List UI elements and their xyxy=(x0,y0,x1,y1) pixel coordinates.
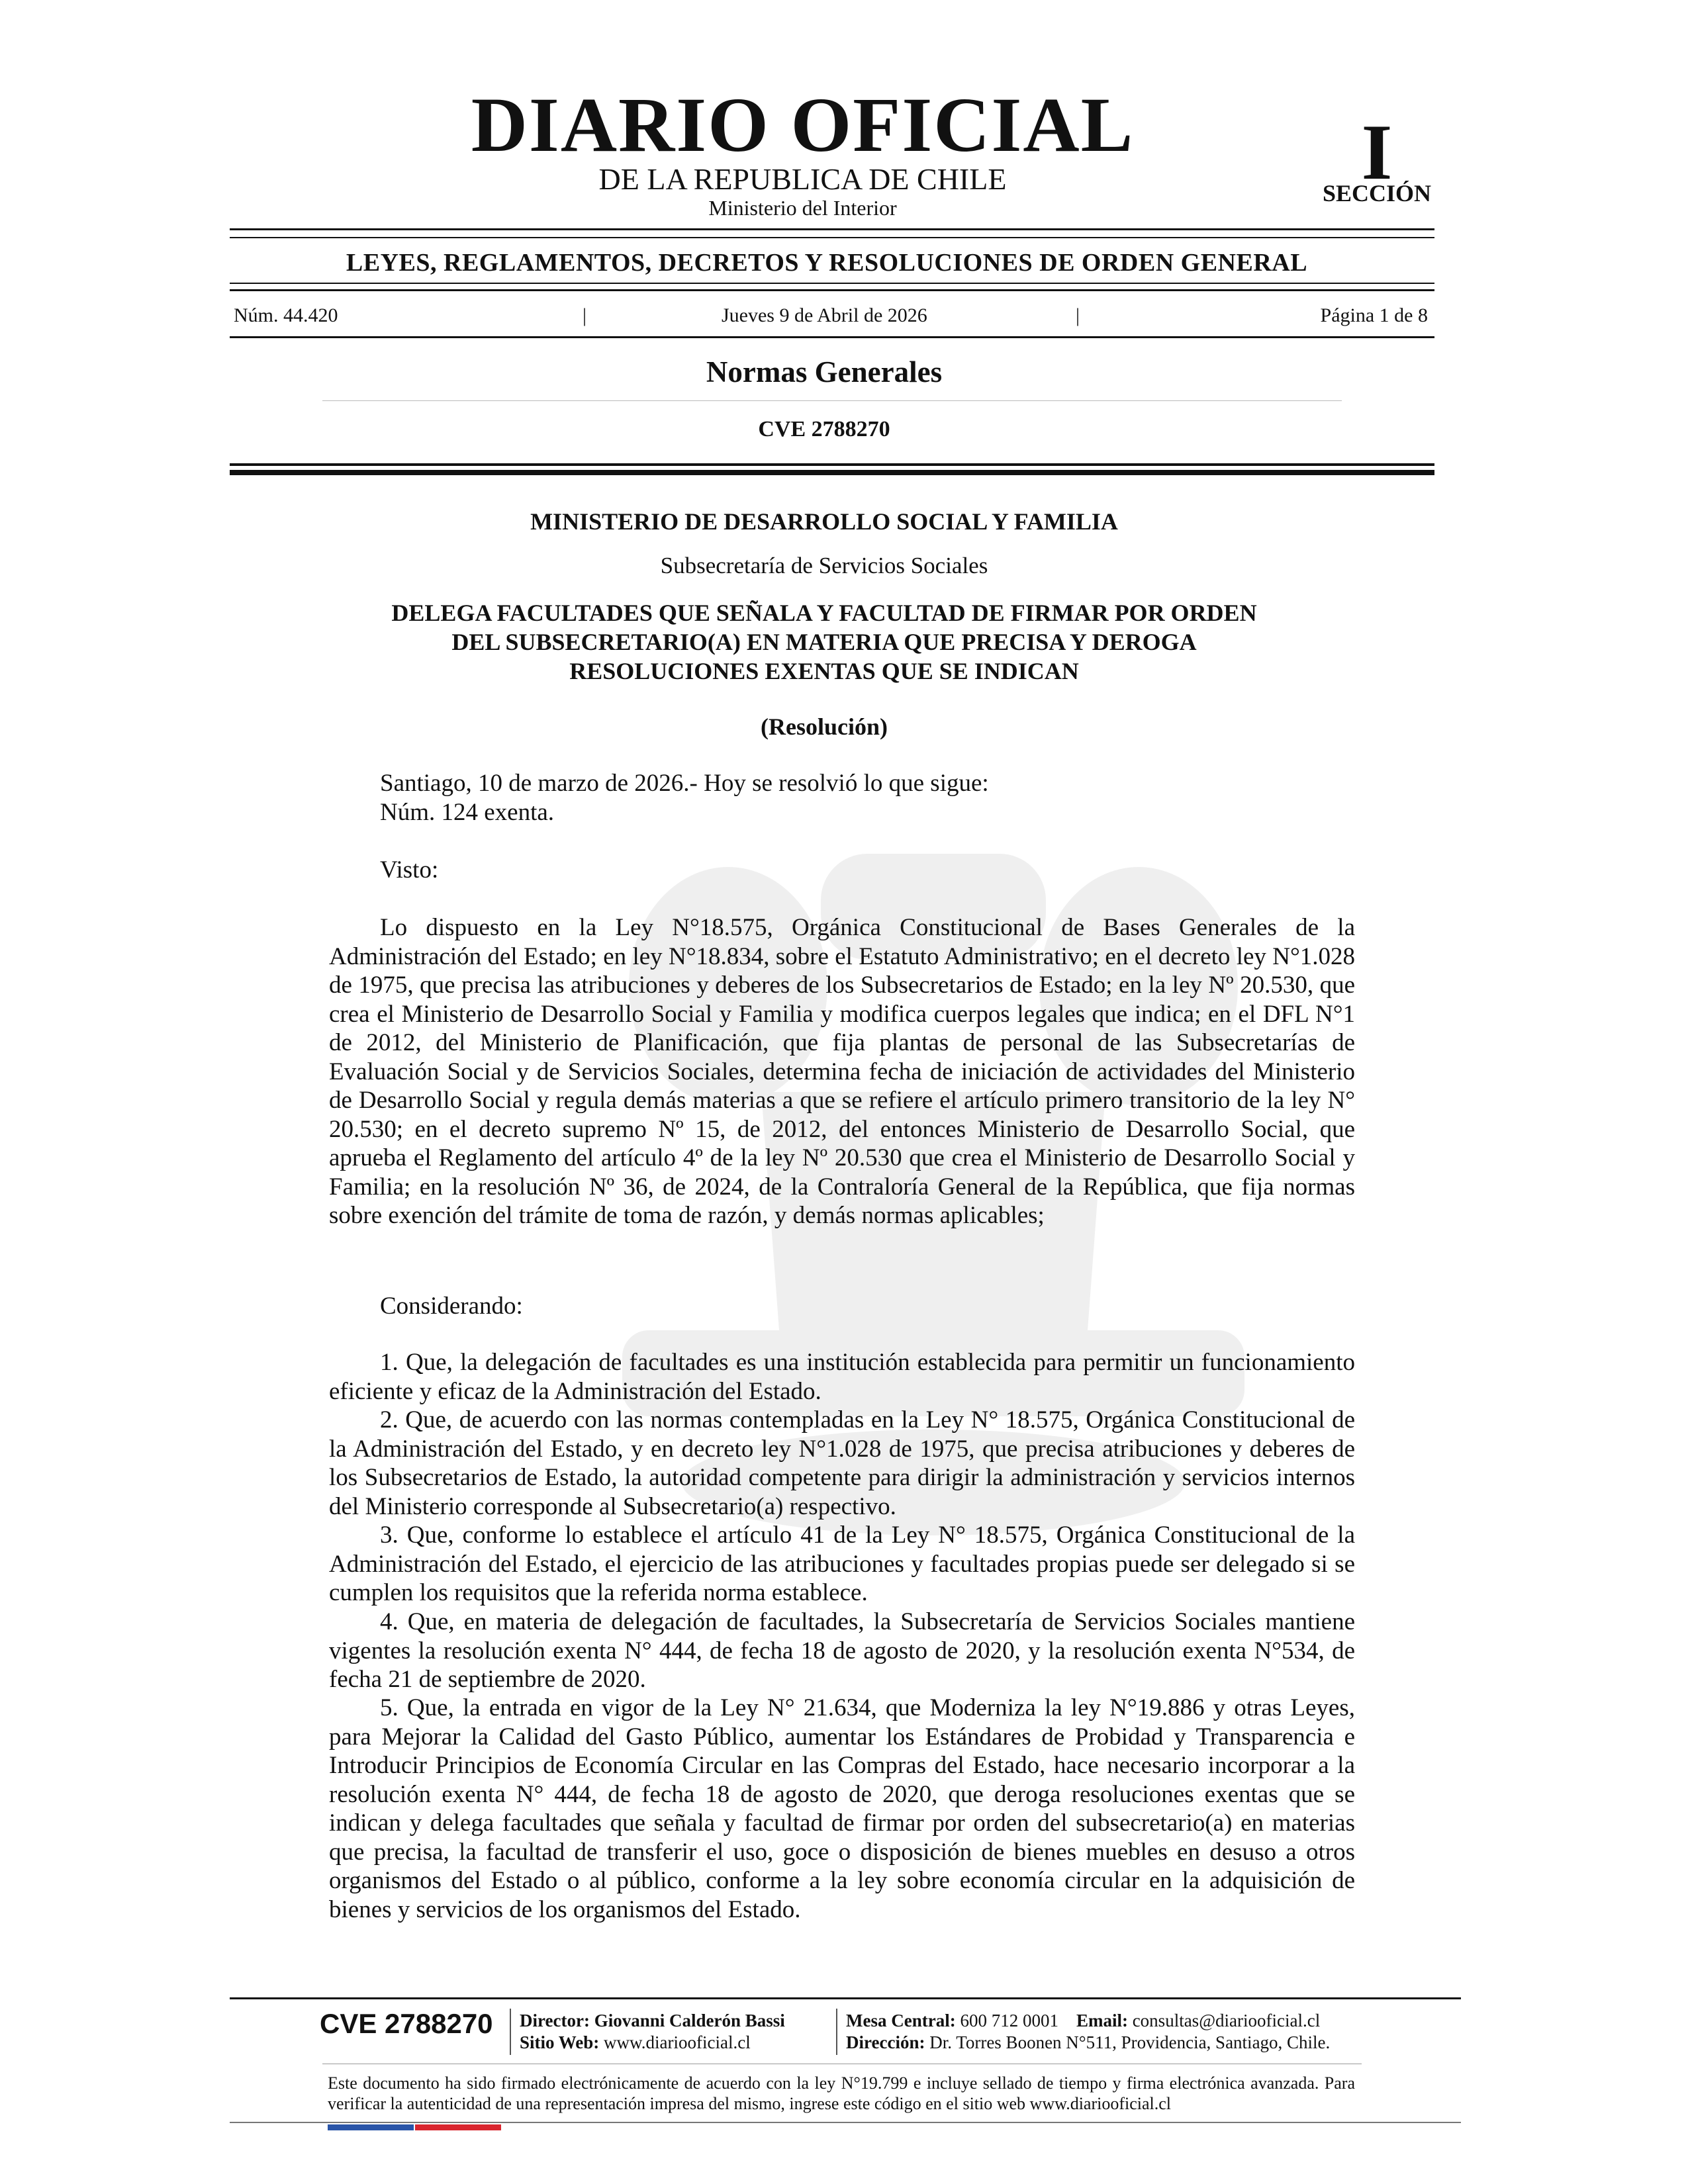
rule-meta xyxy=(230,336,1434,338)
document-title-line: DEL SUBSECRETARIO(A) EN MATERIA QUE PRECISA Y DEROGA xyxy=(451,628,1197,655)
footer-rule-top xyxy=(230,1997,1461,1999)
meta-separator: | xyxy=(1076,304,1080,326)
meta-separator: | xyxy=(583,304,587,326)
rule-thick-1 xyxy=(230,463,1434,466)
footer-rule-bottom xyxy=(230,2122,1461,2123)
website-label: Sitio Web: xyxy=(520,2032,600,2052)
masthead-subtitle: DE LA REPUBLICA DE CHILE xyxy=(598,162,1007,196)
considerando-item: 3. Que, conforme lo establece el artículo 41 de la Ley N° 18.575, Orgánica Constitucional de la Administración del Estado, el ejercicio de las atribuciones y facultades propias puede ser delegado si se cumplen los requisitos que la referida norma establece. xyxy=(329,1522,1355,1606)
section-numeral: I xyxy=(1361,108,1393,196)
resolution-number: Núm. 124 exenta. xyxy=(380,799,555,826)
email-label: Email: xyxy=(1076,2011,1128,2030)
visto-paragraph: Lo dispuesto en la Ley N°18.575, Orgánica Constitucional de Bases Generales de la Administración del Estado; en ley N°18.834, sobre el Estatuto Administrativo; en el decreto ley N°1.028 de 1975, que precisa las atribuciones y deberes de los Subsecretarios de Estado; en la ley Nº 20.530, que crea el Ministerio de Desarrollo Social y Familia y modifica cuerpos legales que indica; en el DFL N°1 de 2012, del Ministerio de Planificación, que fija plantas de personal de las Subsecretarías de Evaluación Social y de Servicios Sociales, determina fecha de iniciación de actividades del Ministerio de Desarrollo Social y regula demás materias a que se refiere el artículo primero transitorio de la ley N° 20.530; en el decreto supremo Nº 15, de 2012, del entonces Ministerio de Desarrollo Social, que aprueba el Reglamento del artículo 4º de la ley Nº 20.530 que crea el Ministerio de Desarrollo Social y Familia; en la resolución Nº 36, de 2024, de la Contraloría General de la República, que fija normas sobre exención del trámite de toma de razón, y demás normas aplicables; xyxy=(329,914,1355,1229)
ministry-title: MINISTERIO DE DESARROLLO SOCIAL Y FAMILIA xyxy=(530,508,1118,535)
issue-number: Núm. 44.420 xyxy=(234,304,338,326)
document-type: (Resolución) xyxy=(761,713,888,740)
masthead-title: DIARIO OFICIAL xyxy=(471,81,1135,168)
footer-divider xyxy=(510,2009,511,2055)
section-label: SECCIÓN xyxy=(1322,180,1432,206)
phone-value: 600 712 0001 xyxy=(960,2011,1058,2030)
subsecretaria: Subsecretaría de Servicios Sociales xyxy=(660,553,988,578)
considerando-item: 5. Que, la entrada en vigor de la Ley N° 21.634, que Moderniza la ley N°19.886 y otras Leyes, para Mejorar la Calidad del Gasto Público, aumentar los Estándares de Probidad y Transparencia e Introducir Principios de Economía Circular en las Compras del Estado, hace necesario incorporar a la resolución exenta N° 444, de fecha 18 de agosto de 2020, que deroga resoluciones exentas que se indican y delega facultades que señala y facultad de firmar por orden del subsecretario(a) en materias que precisa, la facultad de transferir el uso, goce o disposición de bienes muebles en desuso a otros organismos del Estado o al público, conforme a la ley sobre economía circular en la adquisición de bienes y servicios de los organismos del Estado. xyxy=(329,1694,1355,1923)
considerando-heading: Considerando: xyxy=(380,1293,523,1320)
footer-divider xyxy=(836,2009,837,2055)
page-indicator: Página 1 de 8 xyxy=(1320,304,1428,326)
section-heading: Normas Generales xyxy=(706,355,943,388)
rule-mid-1 xyxy=(230,283,1434,284)
flag-stripe-red xyxy=(415,2124,501,2130)
rule-mid-2 xyxy=(230,289,1434,291)
website-link[interactable]: www.diariooficial.cl xyxy=(604,2032,751,2052)
director-label: Director: xyxy=(520,2011,590,2030)
footer-contact-block xyxy=(846,2010,1330,2054)
rule-top-2 xyxy=(230,237,1434,238)
issue-date: Jueves 9 de Abril de 2026 xyxy=(722,304,927,326)
category-heading: LEYES, REGLAMENTOS, DECRETOS Y RESOLUCIONES DE ORDEN GENERAL xyxy=(346,249,1308,277)
masthead-ministry: Ministerio del Interior xyxy=(708,196,897,220)
considerando-item: 4. Que, en materia de delegación de facultades, la Subsecretaría de Servicios Sociales mantiene vigentes la resolución exenta N° 444, de fecha 18 de agosto de 2020, y la resolución exenta N°534, de fecha 21 de septiembre de 2020. xyxy=(329,1608,1355,1693)
address-value: Dr. Torres Boonen N°511, Providencia, Santiago, Chile. xyxy=(929,2032,1331,2052)
cve-heading: CVE 2788270 xyxy=(758,417,890,441)
intro-line: Santiago, 10 de marzo de 2026.- Hoy se resolvió lo que sigue: xyxy=(380,770,989,797)
visto-heading: Visto: xyxy=(380,856,439,884)
document-title xyxy=(318,599,1331,686)
phone-label: Mesa Central: xyxy=(846,2011,956,2030)
rule-thick-2 xyxy=(230,470,1434,475)
footer-note: Este documento ha sido firmado electrónicamente de acuerdo con la ley N°19.799 e incluye sellado de tiempo y firma electrónica avanzada. Para verificar la autenticidad de una representación impresa del mismo, ingrese este código en el sitio web www.diariooficial.cl xyxy=(328,2073,1355,2113)
considerando-item: 2. Que, de acuerdo con las normas contempladas en la Ley N° 18.575, Orgánica Constitucional de la Administración del Estado, y en decreto ley N°1.028 de 1975, que precisa atribuciones y deberes de los Subsecretarios de Estado, la autoridad competente para dirigir la administración y servicios internos del Ministerio corresponde al Subsecretario(a) respectivo. xyxy=(329,1406,1355,1520)
flag-stripe-blue xyxy=(328,2124,414,2130)
rule-top-1 xyxy=(230,228,1434,230)
considerando-item: 1. Que, la delegación de facultades es una institución establecida para permitir un funcionamiento eficiente y eficaz de la Administración del Estado. xyxy=(329,1349,1355,1405)
footer-cve: CVE 2788270 xyxy=(320,2008,493,2039)
rule-thin xyxy=(322,400,1342,401)
document-title-line: RESOLUCIONES EXENTAS QUE SE INDICAN xyxy=(569,657,1079,684)
footer-director-block xyxy=(520,2010,785,2054)
director-name: Giovanni Calderón Bassi xyxy=(594,2011,785,2030)
email-link[interactable]: consultas@diariooficial.cl xyxy=(1132,2011,1321,2030)
document-title-line: DELEGA FACULTADES QUE SEÑALA Y FACULTAD DE FIRMAR POR ORDEN xyxy=(391,600,1257,626)
address-label: Dirección: xyxy=(846,2032,925,2052)
